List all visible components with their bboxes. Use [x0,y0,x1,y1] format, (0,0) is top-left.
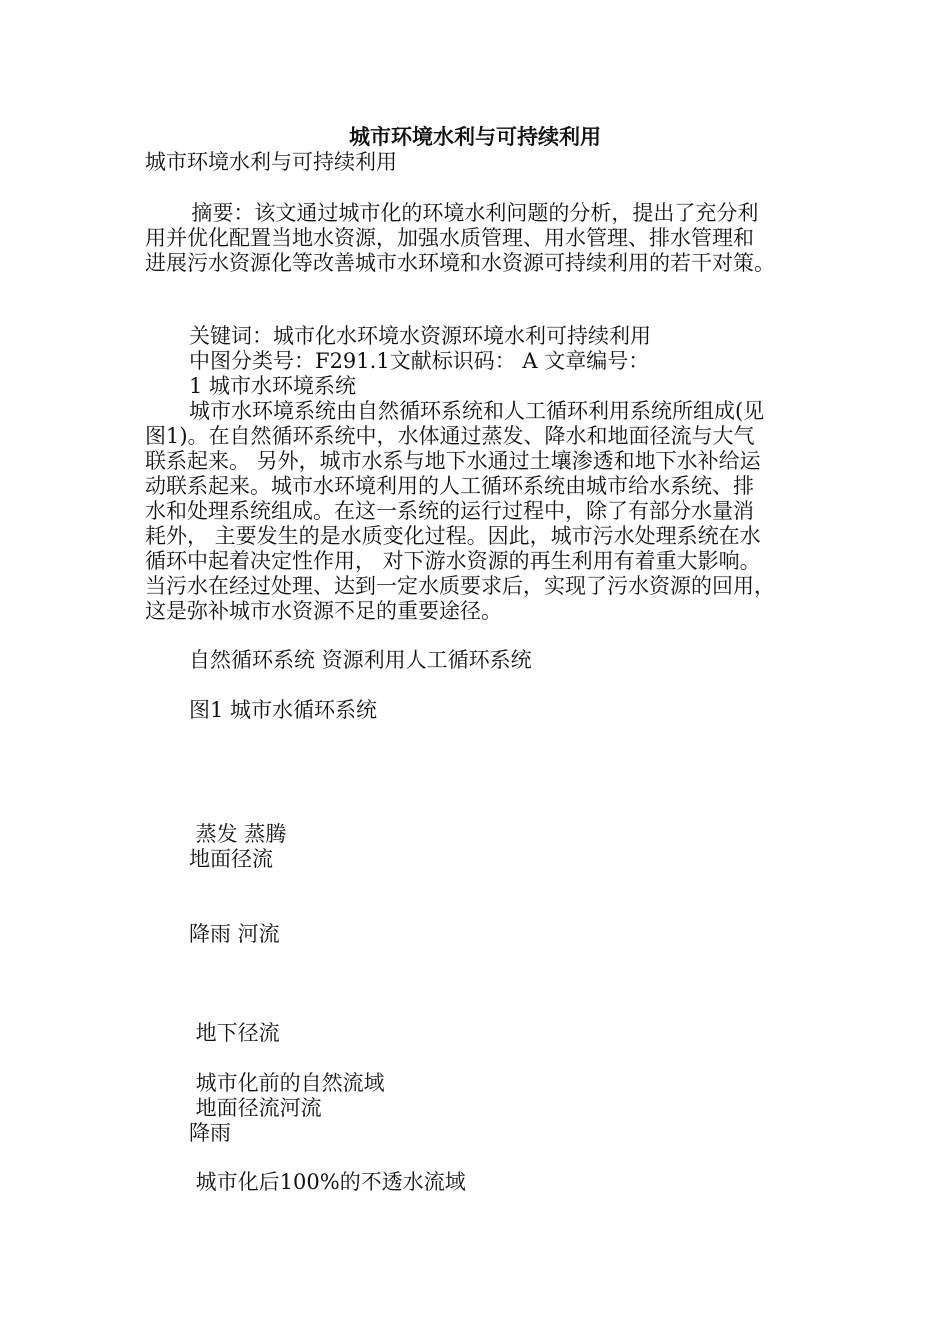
section-1-line-7: 循环中起着决定性作用， 对下游水资源的再生利用有着重大影响。 [145,549,761,573]
diagram-label-surface-runoff: 地面径流 [189,847,273,871]
keywords-line: 关键词：城市化水环境水资源环境水利可持续利用 [189,324,651,348]
section-1-line-8: 当污水在经过处理、达到一定水质要求后，实现了污水资源的回用， [145,574,775,598]
section-1-line-1: 城市水环境系统由自然循环系统和人工循环利用系统所组成(见 [189,399,765,423]
figure-labels: 自然循环系统 资源利用人工循环系统 [189,648,532,672]
classification-line: 中图分类号：F291.1文献标识码： A 文章编号： [189,349,650,373]
diagram-label-pre-urban: 城市化前的自然流域 [189,1071,385,1095]
document-subtitle: 城市环境水利与可持续利用 [145,150,397,174]
section-1-line-6: 耗外， 主要发生的是水质变化过程。因此，城市污水处理系统在水 [145,524,761,548]
section-1-line-4: 动联系起来。城市水环境利用的人工循环系统由城市给水系统、排 [145,474,754,498]
abstract-line-1: 摘要：该文通过城市化的环境水利问题的分析，提出了充分利 [178,201,759,225]
diagram-label-rain: 降雨 [189,1121,231,1145]
section-1-line-3: 联系起来。 另外，城市水系与地下水通过土壤渗透和地下水补给运 [145,449,761,473]
section-1-line-2: 图1)。在自然循环系统中，水体通过蒸发、降水和地面径流与大气 [145,424,755,448]
abstract-line-3: 进展污水资源化等改善城市水环境和水资源可持续利用的若干对策。 [145,251,775,275]
figure-caption: 图1 城市水循环系统 [189,698,378,722]
diagram-label-evaporation: 蒸发 蒸腾 [189,822,287,846]
diagram-label-groundwater-runoff: 地下径流 [189,1021,280,1045]
section-1-line-5: 水和处理系统组成。在这一系统的运行过程中，除了有部分水量消 [145,499,754,523]
diagram-label-post-urban: 城市化后100%的不透水流域 [189,1170,466,1194]
section-1-heading: 1 城市水环境系统 [189,374,357,398]
section-1-line-9: 这是弥补城市水资源不足的重要途径。 [145,599,502,623]
diagram-label-rain-river: 降雨 河流 [189,922,280,946]
diagram-label-surface-runoff-river: 地面径流河流 [189,1096,322,1120]
abstract-line-2: 用并优化配置当地水资源，加强水质管理、用水管理、排水管理和 [145,226,754,250]
document-title: 城市环境水利与可持续利用 [349,125,601,149]
